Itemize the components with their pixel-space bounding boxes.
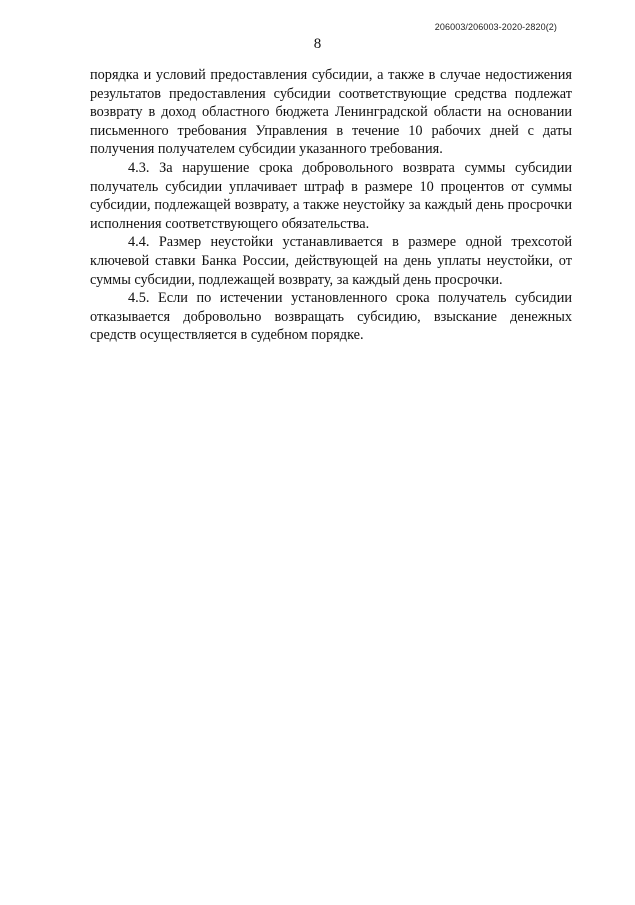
paragraph-4-4: 4.4. Размер неустойки устанавливается в размере одной трехсотой ключевой ставки Банка России, действующей на день уплаты неустойки, от суммы субсидии, подлежащей возврату, за каждый день просрочки. xyxy=(90,234,572,288)
paragraph-4-3: 4.3. За нарушение срока добровольного возврата суммы субсидии получатель субсидии уплачивает штраф в размере 10 процентов от суммы субсидии, подлежащей возврату, а также неустойку за каждый день просрочки исполнения соответствующего обязательства. xyxy=(90,159,572,232)
page-number: 8 xyxy=(313,36,322,52)
paragraph-continuation: порядка и условий предоставления субсидии, а также в случае недостижения результатов предоставления субсидии соответствующие средства подлежат возврату в доход областного бюджета Ленинградской области на основании письменного требования Управления в течение 10 рабочих дней с даты получения получателем субсидии указанного требования. xyxy=(90,67,572,158)
document-id: 206003/206003-2020-2820(2) xyxy=(434,22,557,32)
paragraph-4-5: 4.5. Если по истечении установленного срока получатель субсидии отказывается добровольно возвращать субсидию, взыскание денежных средств осуществляется в судебном порядке. xyxy=(90,290,572,344)
document-body xyxy=(90,66,572,345)
